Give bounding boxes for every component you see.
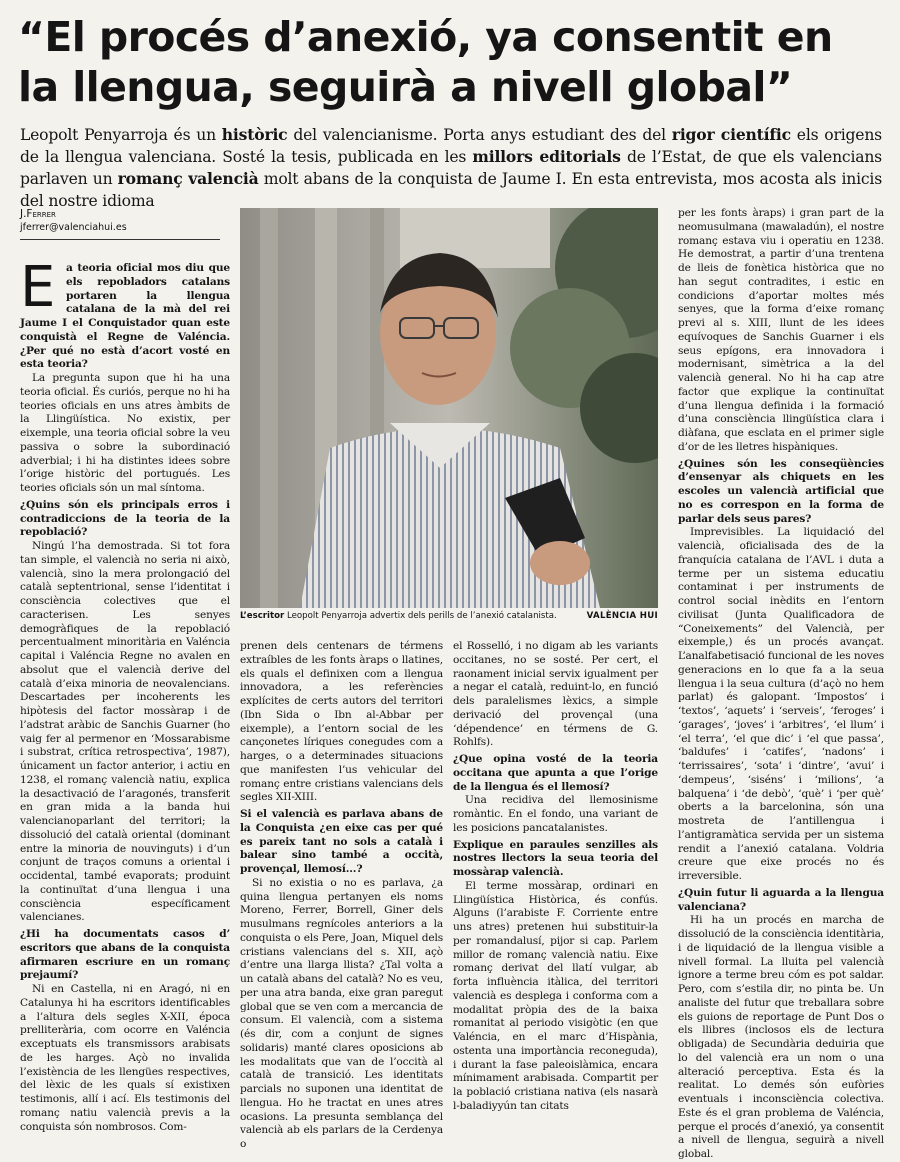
column-1 [20, 255, 230, 1134]
question [20, 255, 230, 372]
question: ¿Quins són els principals erros i contradiccions de la teoria de la repoblació? [20, 498, 230, 539]
byline-divider [20, 239, 220, 240]
question-text: a teoria oficial mos diu que els repobladors catalans portaren la llengua catalana de la mà del rei Jaume I el Conquistador quan este conquistà el Regne de Valéncia. ¿Per qué no està d’acort vosté en esta teoria? [20, 262, 230, 371]
answer: La pregunta supon que hi ha una teoria oficial. És curiós, perque no hi ha teories oficials en uns atres àmbits de la Llingüística. No existix, per eixemple, una teoria oficial sobre la veu passiva o sobre la subordinació adverbial; i hi ha distintes idees sobre l’orige històric del portugués. Les teories oficials són un mal síntoma. [20, 372, 230, 494]
lede-bold: històric [221, 125, 288, 144]
answer: Ni en Castella, ni en Aragó, ni en Catalunya hi ha escritors identificables a l’altura dels segles X-XII, época prelliterària, com ocorre en Valéncia exceptuats els transmissors arabisats de les harges. Açò no invalida l’existència de les llengües respectives, del lèxic de les quals sí existixen testimonis, allí i ací. Els testimonis del romanç natiu valencià previs a la conquista són nombrosos. Com- [20, 983, 230, 1133]
column-2 [240, 640, 443, 1152]
lede-text: de l’Estat, de que els valencians parlaven un [20, 148, 882, 188]
lede-paragraph [20, 124, 882, 212]
caption-bold: L’escritor [240, 611, 285, 621]
column-3 [453, 640, 658, 1114]
lede-text: els origens de la llengua valenciana. Sosté la tesis, publicada en les [20, 126, 882, 166]
answer: El terme mossàrap, ordinari en Llingüística Històrica, és confús. Alguns (l’arabiste F. Corriente entre uns atres) pretenen hui substituir-la per romandalusí, pijor si cap. Parlem millor de romanç valencià natiu. Eixe romanç derivat del llatí vulgar, ab forta influència itàlica, del territori valencià es desplega i conforma com a modalitat pròpia des de la baixa romanitat al periodo visigòtic (en que Valéncia, en el marc d’Hispània, ostenta una importància reconeguda), i durant la fase paleoislàmica, encara mínimament arabisada. Compartit per la població cristiana nativa (els nasarà l-baladiyyún tan citats [453, 879, 658, 1112]
lede-text: molt abans de la conquista de Jaume I. En esta entrevista, mos acosta als inicis del nostre idioma [20, 170, 882, 210]
column-4 [678, 207, 884, 1162]
question: ¿Quin futur li aguarda a la llengua valenciana? [678, 886, 884, 913]
lede-bold: rigor científic [671, 125, 791, 144]
question: Si el valencià es parlava abans de la Conquista ¿en eixe cas per qué es pareix tant no sols a català i balear sino també a occità, provençal, llemosí...? [240, 808, 443, 875]
question: ¿Que opina vosté de la teoria occitana que apunta a que l’orige de la llengua és el llemosí? [453, 753, 658, 793]
portrait-illustration [240, 208, 658, 608]
answer: Ningú l’ha demostrada. Si tot fora tan simple, el valencià no seria ni això, valencià, sino la mera prolongació del català septentrional, sense l’identitat i consciència colectives que el caracterisen. Les senyes demogràfiques de la repoblació percentualment minoritària en Valéncia capital i Valéncia Regne no avalen en absolut que el valencià derive del català d’eixa minoria de neovalencians. Descartades per incoherents les hipòtesis del factor mossàrap i de l’adstrat aràbic de Sanchis Guarner (ho vaig fer al permenor en ‘Mossarabisme i substrat, crítica retrospectiva’, 1987), únicament un factor anterior, i actiu en 1238, el romanç valencià natiu, explica la desactivació de l’aragonés, transferit en gran mida a la banda hui valencianoparlant del territori; la dissolució del català oriental (dominant entre la minoria de nouvinguts) i d’un conjunt de traços comuns a oriental i occidental, també evaporats; produint la continuïtat d’una llengua i una consciència específicament valencianes. [20, 540, 230, 924]
photo-credit: VALÈNCIA HUI [586, 611, 658, 621]
question: ¿Quines són les conseqüències d’ensenyar als chiquets en les escoles un valencià artificial que no es correspon en la forma de parlar dels seus pares? [678, 457, 884, 525]
lede-text: del valencianisme. Porta anys estudiant des del [287, 126, 672, 144]
lede-text: Leopolt Penyarroja és un [20, 126, 222, 144]
lede-bold: romanç valencià [117, 169, 259, 188]
question: ¿Hi ha documentats casos d’ escritors que abans de la conquista afirmaren escriure en un romanç prejaumí? [20, 928, 230, 982]
portrait-photo [240, 208, 658, 608]
answer: el Rosselló, i no digam ab les variants occitanes, no se sosté. Per cert, el raonament inicial servix igualment per a negar el català, reduint-lo, en funció dels paralelismes lèxics, a simple derivació del provençal (una ‘dépendence’ en térmens de G. Rohlfs). [453, 640, 658, 749]
lede-bold: millors editorials [472, 147, 621, 166]
caption-body: Leopolt Penyarroja advertix dels perills de l’anexió catalanista. [284, 611, 557, 621]
photo-caption [240, 610, 658, 622]
answer: per les fonts àraps) i gran part de la neomusulmana (mawaladún), el nostre romanç estava viu i operatiu en 1238. He demostrat, a partir d’una trentena de lleis de fonètica històrica que no han segut contradites, i estic en condicions d’aportar moltes més senyes, que la forma d’eixe romanç previ al s. XIII, llunt de les idees equívoques de Sanchis Guarner i els seus epígons, era innovadora i modernisant, simètrica a la del valencià general. No hi ha cap atre factor que explique la continuïtat d’una llengua definida i la formació d’una consciència llingüística clara i diàfana, que esclata en el primer sigle d’or de les lletres hispàniques. [678, 207, 884, 453]
byline-author: J.Ferrer [20, 208, 56, 220]
answer: Imprevisibles. La liquidació del valencià, oficialisada des de la franquícia catalana de l’AVL i duta a terme per un sistema educatiu contaminat i per instruments de control social inèdits en l’entorn civilisat (Junta Qualificadora de “Coneixements” del Valencià, per eixemple,) és un procés avançat. L’analfabetisació funcional de les noves generacions en lo que fa a la seua llengua i la seua cultura (d’açò no hem parlat) és galopant. ‘Impostos’ i ‘textos’, ‘aquets’ i ‘serveis’, ‘feroges’ i ‘garages’, ‘joves’ i ‘arbitres’, ‘el llum’ i ‘el terra’, ‘el que dic’ i ‘el que passa’, ‘baldufes’ i ‘catifes’, ‘nadons’ i ‘terrissaires’, ‘sota’ i ‘dintre’, ‘avui’ i ‘dempeus’, ‘siséns’ i ‘milions’, ‘a balquena’ i ‘de debò’, ‘què’ i ‘per què’ oberts a la barcelonina, són una mostreta de l’antillengua i l’antigramàtica servida per un sistema rendit a l’anexió catalana. Voldria creure que eixe procés no és irreversible. [678, 526, 884, 882]
answer: Una recidiva del llemosinisme romàntic. En el fondo, una variant de les posicions pancatalanistes. [453, 794, 658, 834]
answer: prenen dels centenars de térmens extraíbles de les fonts àraps o llatines, els quals el definixen com a llengua innovadora, a les referències explícites de certs autors del territori (Ibn Sida o Ibn al-Abbar per eixemple), a l’entorn social de les cançonetes líriques conegudes com a harges, o a determinades situacions que manifesten l’us vehicular del romanç entre cristians valencians dels segles XII-XIII. [240, 640, 443, 804]
caption-text [240, 610, 557, 622]
byline [20, 208, 127, 234]
headline-line-1: “El procés d’anexió, ya consentit en [18, 13, 833, 61]
byline-email[interactable]: jferrer@valenciahui.es [20, 222, 127, 233]
headline-line-2: la llengua, seguirà a nivell global” [18, 63, 793, 111]
drop-cap: E [20, 255, 56, 320]
answer: Si no existia o no es parlava, ¿a quina llengua pertanyen els noms Moreno, Ferrer, Borrell, Giner dels musulmans regnícoles anteriors a la conquista o els Pere, Joan, Miquel dels cristians valencians del s. XII, açò d’entre una llarga llista? ¿Tal volta a un català abans del català? No es veu, per una atra banda, eixe gran paregut global que se ven com a mercancia de consum. El valencià, com a sistema (és dir, com a conjunt de signes solidaris) manté clares oposicions ab les modalitats que van de l’occità al català de transició. Les identitats parcials no suponen una identitat de llengua. Ho he tractat en unes atres ocasions. La presunta semblança del valencià ab els parlars de la Cerdenya o [240, 876, 443, 1150]
answer: Hi ha un procés en marcha de dissolució de la consciència identitària, i de liquidació de la llengua visible a nivell formal. La lluita pel valencià ignore a terme breu cóm es pot saldar. Pero, com s’estila dir, no pinta be. Un analiste del futur que treballara sobre els guions de reportage de Punt Dos o els llibres (inclosos els de lectura obligada) de Secundària deduiria que lo del valencià era un nom o una alteració perceptiva. Esta és la realitat. Lo demés són eufòries eventuals i inconsciència colectiva. Este és el gran problema de Valéncia, perque el procés d’anexió, ya consentit a nivell de llengua, seguirà a nivell global. [678, 914, 884, 1160]
headline [18, 12, 884, 112]
question: Explique en paraules senzilles als nostres llectors la seua teoria del mossàrap valencià. [453, 838, 658, 878]
